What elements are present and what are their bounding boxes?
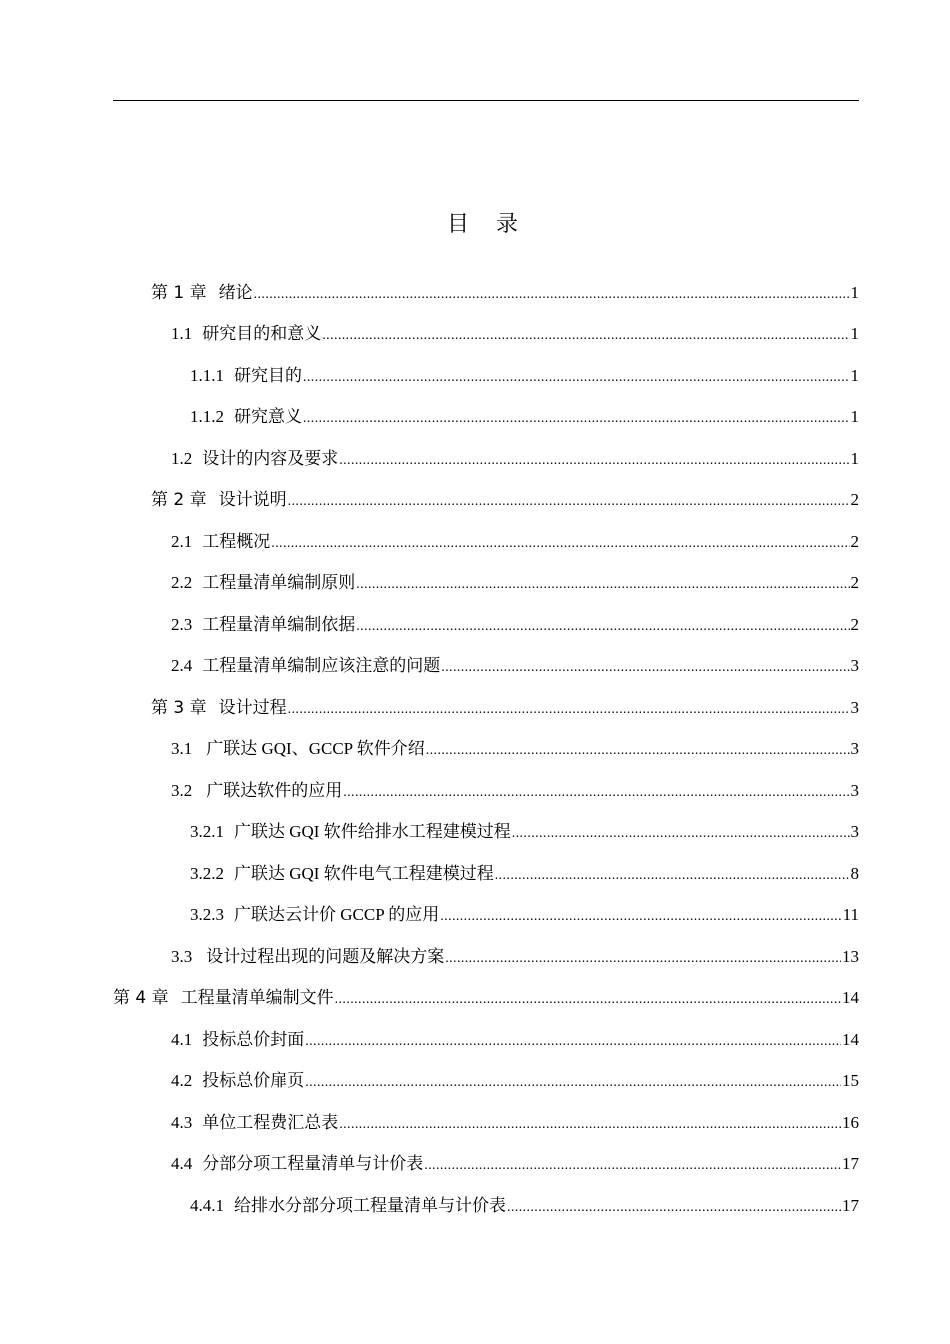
toc-entry[interactable] — [190, 861, 859, 887]
toc-entry-leader — [495, 863, 850, 889]
toc-entry-number: 3.3 — [171, 947, 193, 966]
toc-entry-leader — [445, 946, 841, 972]
toc-entry[interactable] — [190, 819, 859, 845]
toc-entry-number: 4.1 — [171, 1030, 193, 1049]
toc-entry[interactable] — [190, 1193, 859, 1219]
toc-entry-leader — [440, 904, 841, 930]
toc-entry[interactable] — [171, 529, 859, 555]
toc-entry-page: 3 — [850, 739, 859, 758]
toc-entry-page: 17 — [842, 1154, 859, 1173]
toc-entry[interactable] — [171, 1151, 859, 1177]
toc-entry-leader — [356, 572, 849, 598]
toc-entry-title: 分部分项工程量清单与计价表 — [202, 1154, 424, 1173]
toc-entry-title: 研究目的和意义 — [202, 324, 322, 343]
toc-entry[interactable] — [190, 363, 859, 389]
toc-entry-page: 1 — [850, 366, 859, 385]
toc-entry-title: 绪论 — [218, 283, 253, 303]
toc-entry-number: 第 4 章 — [113, 988, 169, 1008]
toc-entry-number: 2.2 — [171, 573, 193, 592]
toc-entry-page: 3 — [850, 698, 859, 717]
toc-entry-page: 2 — [850, 490, 859, 509]
toc-entry-leader — [356, 614, 849, 640]
toc-entry-page: 15 — [842, 1071, 859, 1090]
toc-entry-title: 设计过程 — [218, 698, 287, 718]
toc-entry-title: 设计说明 — [218, 490, 287, 510]
toc-entry-title: 工程量清单编制文件 — [180, 988, 334, 1008]
toc-entry-title: 设计过程出现的问题及解决方案 — [206, 947, 445, 966]
toc-entry-number: 2.3 — [171, 615, 193, 634]
toc-entry-leader — [305, 1070, 841, 1096]
toc-entry-title: 广联达软件的应用 — [206, 781, 343, 800]
toc-entry-leader — [507, 1195, 841, 1221]
toc-entry-number: 4.4 — [171, 1154, 193, 1173]
toc-entry-page: 3 — [850, 822, 859, 841]
toc-entry-page: 11 — [842, 905, 859, 924]
toc-entry-leader — [339, 1112, 841, 1138]
toc-entry-leader — [339, 448, 849, 474]
toc-entry-number: 3.2 — [171, 781, 193, 800]
toc-entry[interactable] — [171, 736, 859, 762]
toc-entry-number: 第 1 章 — [151, 283, 207, 303]
toc-entry-page: 14 — [842, 1030, 859, 1049]
toc-entry-title: 单位工程费汇总表 — [202, 1113, 339, 1132]
toc-entry-page: 3 — [850, 656, 859, 675]
toc-entry-leader — [271, 531, 849, 557]
toc-entry[interactable] — [171, 944, 859, 970]
toc-entry-number: 3.1 — [171, 739, 193, 758]
toc-entry-leader — [303, 406, 850, 432]
toc-entry-page: 2 — [850, 615, 859, 634]
toc-entry[interactable] — [151, 280, 859, 306]
toc-entry-number: 3.2.1 — [190, 822, 224, 841]
toc-entry[interactable] — [171, 612, 859, 638]
toc-entry-leader — [335, 987, 841, 1013]
toc-entry-page: 14 — [842, 988, 859, 1007]
toc-entry-page: 1 — [850, 407, 859, 426]
toc-entry-number: 2.4 — [171, 656, 193, 675]
toc-entry-title: 广联达云计价 GCCP 的应用 — [234, 905, 440, 924]
toc-entry-number: 3.2.2 — [190, 864, 224, 883]
toc-entry-leader — [305, 1029, 841, 1055]
toc-entry-leader — [512, 821, 850, 847]
toc-entry-number: 第 2 章 — [151, 490, 207, 510]
toc-entry-number: 1.1.2 — [190, 407, 224, 426]
toc-entry-title: 工程量清单编制原则 — [202, 573, 356, 592]
toc-entry-title: 投标总价扉页 — [202, 1071, 305, 1090]
toc-entry-page: 17 — [842, 1196, 859, 1215]
toc-entry-number: 1.1 — [171, 324, 193, 343]
toc-entry-leader — [303, 365, 850, 391]
toc-entry-title: 工程量清单编制应该注意的问题 — [202, 656, 441, 675]
toc-entry[interactable] — [171, 321, 859, 347]
toc-entry-page: 1 — [850, 283, 859, 302]
toc-entry-title: 研究目的 — [234, 366, 302, 385]
toc-entry-number: 2.1 — [171, 532, 193, 551]
toc-entry[interactable] — [190, 404, 859, 430]
toc-entry[interactable] — [171, 1068, 859, 1094]
toc-entry[interactable] — [171, 446, 859, 472]
toc-entry-leader — [426, 738, 850, 764]
toc-entry-number: 1.1.1 — [190, 366, 224, 385]
toc-entry-title: 工程概况 — [202, 532, 271, 551]
toc-entry-page: 13 — [842, 947, 859, 966]
toc-entry[interactable] — [190, 902, 859, 928]
toc-entry-page: 2 — [850, 573, 859, 592]
toc-entry-title: 广联达 GQI 软件电气工程建模过程 — [234, 864, 494, 883]
toc-entry-title: 设计的内容及要求 — [202, 449, 339, 468]
toc-entry-title: 广联达 GQI 软件给排水工程建模过程 — [234, 822, 511, 841]
toc-entry-title: 研究意义 — [234, 407, 302, 426]
toc-entry-page: 2 — [850, 532, 859, 551]
toc-title: 目 录 — [447, 212, 528, 237]
toc-entry-leader — [288, 489, 850, 515]
toc-entry[interactable] — [171, 1027, 859, 1053]
toc-entry-number: 4.2 — [171, 1071, 193, 1090]
toc-entry-page: 8 — [850, 864, 859, 883]
toc-entry[interactable] — [151, 695, 859, 721]
toc-entry[interactable] — [171, 570, 859, 596]
toc-entry-title: 广联达 GQI、GCCP 软件介绍 — [206, 739, 425, 758]
toc-entry[interactable] — [171, 653, 859, 679]
toc-entry-number: 3.2.3 — [190, 905, 224, 924]
toc-entry[interactable] — [113, 985, 859, 1011]
toc-entry-leader — [288, 697, 850, 723]
toc-entry-leader — [441, 655, 849, 681]
toc-entry-leader — [322, 323, 849, 349]
toc-entry-page: 16 — [842, 1113, 859, 1132]
toc-entry[interactable] — [151, 487, 859, 513]
toc-entry[interactable] — [171, 778, 859, 804]
toc-entry-page: 1 — [850, 324, 859, 343]
toc-entry-page: 3 — [850, 781, 859, 800]
toc-entry-title: 工程量清单编制依据 — [202, 615, 356, 634]
toc-entry-leader — [343, 780, 849, 806]
toc-entry-leader — [424, 1153, 841, 1179]
toc-entry-number: 第 3 章 — [151, 698, 207, 718]
toc-entry-leader — [254, 282, 850, 308]
toc-entry-number: 1.2 — [171, 449, 193, 468]
header-rule — [113, 100, 859, 101]
toc-entry-page: 1 — [850, 449, 859, 468]
toc-entry-number: 4.4.1 — [190, 1196, 224, 1215]
toc-entry-title: 投标总价封面 — [202, 1030, 305, 1049]
toc-entry[interactable] — [171, 1110, 859, 1136]
toc-entry-number: 4.3 — [171, 1113, 193, 1132]
toc-entry-title: 给排水分部分项工程量清单与计价表 — [234, 1196, 506, 1215]
